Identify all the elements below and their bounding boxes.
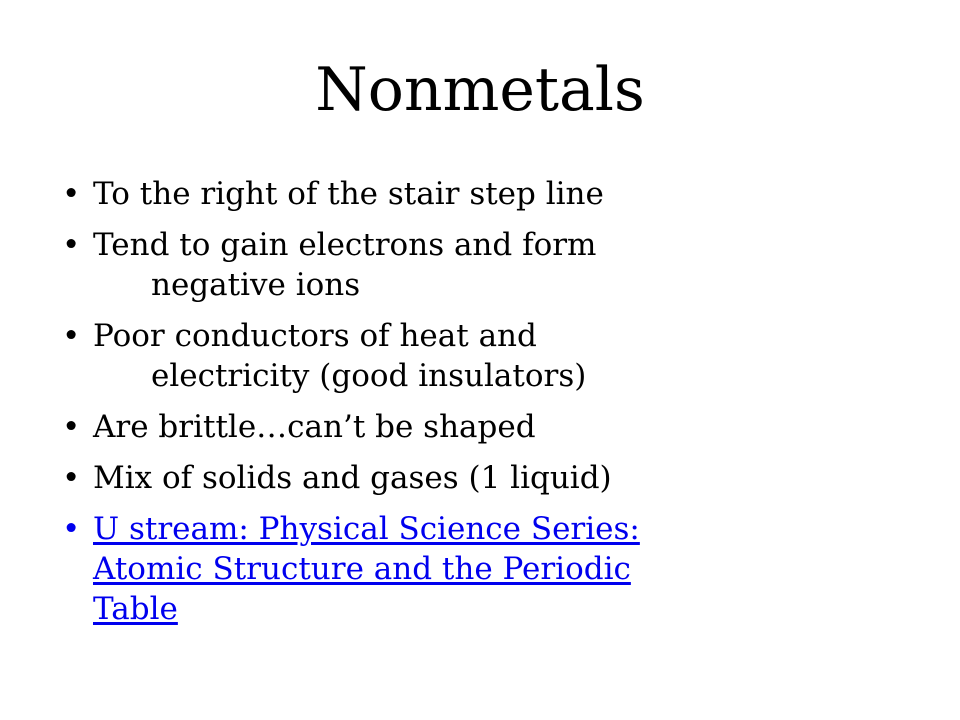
bullet-item: [62, 407, 922, 447]
bullet-text: Mix of solids and gases (1 liquid): [93, 460, 612, 496]
bullet-item: [62, 458, 922, 498]
bullet-dot-icon: •: [62, 460, 81, 496]
bullet-text-continuation: electricity (good insulators): [151, 358, 587, 394]
link-text[interactable]: Atomic Structure and the Periodic: [93, 551, 631, 587]
bullet-dot-icon: •: [62, 409, 81, 445]
link-text[interactable]: Table: [93, 591, 178, 627]
bullet-item: [62, 174, 922, 214]
bullet-text: To the right of the stair step line: [93, 176, 604, 212]
ustream-link[interactable]: [93, 509, 922, 629]
bullet-item: [62, 316, 922, 396]
bullet-list: [62, 174, 922, 640]
bullet-item: [62, 225, 922, 305]
bullet-text: Tend to gain electrons and form: [93, 227, 597, 263]
bullet-text-continuation: negative ions: [151, 267, 361, 303]
bullet-item-link: [62, 509, 922, 629]
bullet-dot-icon: •: [62, 227, 81, 263]
bullet-dot-icon: •: [62, 176, 81, 212]
slide-title: Nonmetals: [315, 55, 645, 125]
bullet-text: Poor conductors of heat and: [93, 318, 537, 354]
bullet-dot-icon: •: [62, 511, 81, 547]
bullet-text: Are brittle…can’t be shaped: [93, 409, 536, 445]
link-text[interactable]: U stream: Physical Science Series:: [93, 511, 640, 547]
bullet-dot-icon: •: [62, 318, 81, 354]
